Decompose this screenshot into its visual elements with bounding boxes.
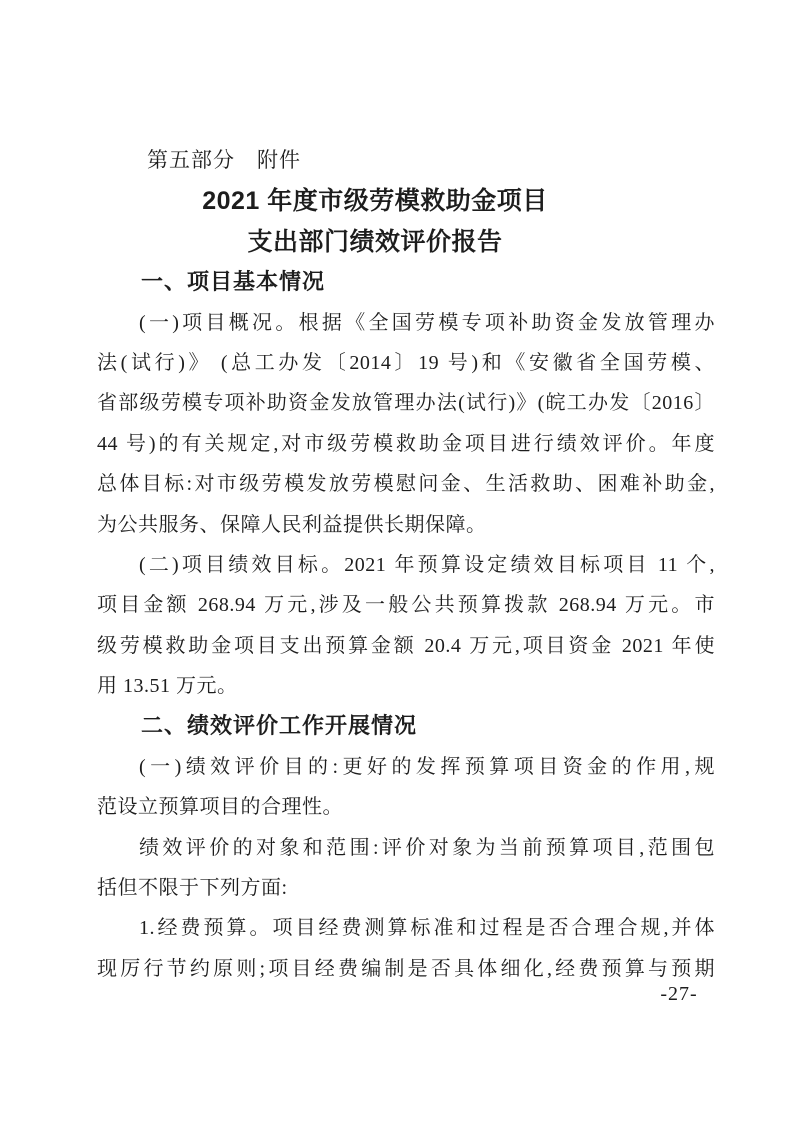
heading-evaluation-work: 二、绩效评价工作开展情况 <box>141 713 418 739</box>
paragraph-project-overview-line-1: (一)项目概况。根据《全国劳模专项补助资金发放管理办 <box>139 311 715 334</box>
part-five-attachment-label: 第五部分 附件 <box>147 149 301 172</box>
paragraph-budget-item-1-line-1: 1.经费预算。项目经费测算标准和过程是否合理合规,并体 <box>139 917 715 940</box>
paragraph-evaluation-scope-line-2: 括但不限于下列方面: <box>97 877 288 900</box>
paragraph-performance-goals-line-3: 级劳模救助金项目支出预算金额 20.4 万元,项目资金 2021 年使 <box>97 634 715 657</box>
paragraph-project-overview-line-4: 44 号)的有关规定,对市级劳模救助金项目进行绩效评价。年度 <box>97 432 715 455</box>
report-title-line-1: 2021 年度市级劳模救助金项目 <box>202 187 548 216</box>
paragraph-evaluation-purpose-line-2: 范设立预算项目的合理性。 <box>97 796 343 819</box>
paragraph-budget-item-1-line-2: 现厉行节约原则;项目经费编制是否具体细化,经费预算与预期 <box>97 957 715 980</box>
paragraph-project-overview-line-3: 省部级劳模专项补助资金发放管理办法(试行)》(皖工办发〔2016〕 <box>97 392 715 415</box>
document-body <box>97 141 715 989</box>
heading-project-basic-info: 一、项目基本情况 <box>141 269 326 295</box>
paragraph-project-overview-line-2: 法(试行)》 (总工办发〔2014〕19 号)和《安徽省全国劳模、 <box>97 351 715 374</box>
page-number: -27- <box>660 983 698 1005</box>
paragraph-evaluation-purpose-line-1: (一)绩效评价目的:更好的发挥预算项目资金的作用,规 <box>139 755 715 778</box>
paragraph-performance-goals-line-1: (二)项目绩效目标。2021 年预算设定绩效目标项目 11 个, <box>139 553 715 576</box>
paragraph-evaluation-scope-line-1: 绩效评价的对象和范围:评价对象为当前预算项目,范围包 <box>139 836 715 859</box>
paragraph-performance-goals-line-2: 项目金额 268.94 万元,涉及一般公共预算拨款 268.94 万元。市 <box>97 594 715 617</box>
paragraph-project-overview-line-5: 总体目标:对市级劳模发放劳模慰问金、生活救助、困难补助金, <box>97 473 715 496</box>
paragraph-project-overview-line-6: 为公共服务、保障人民利益提供长期保障。 <box>97 513 487 536</box>
paragraph-performance-goals-line-4: 用 13.51 万元。 <box>97 675 238 698</box>
report-title-line-2: 支出部门绩效评价报告 <box>247 227 503 256</box>
